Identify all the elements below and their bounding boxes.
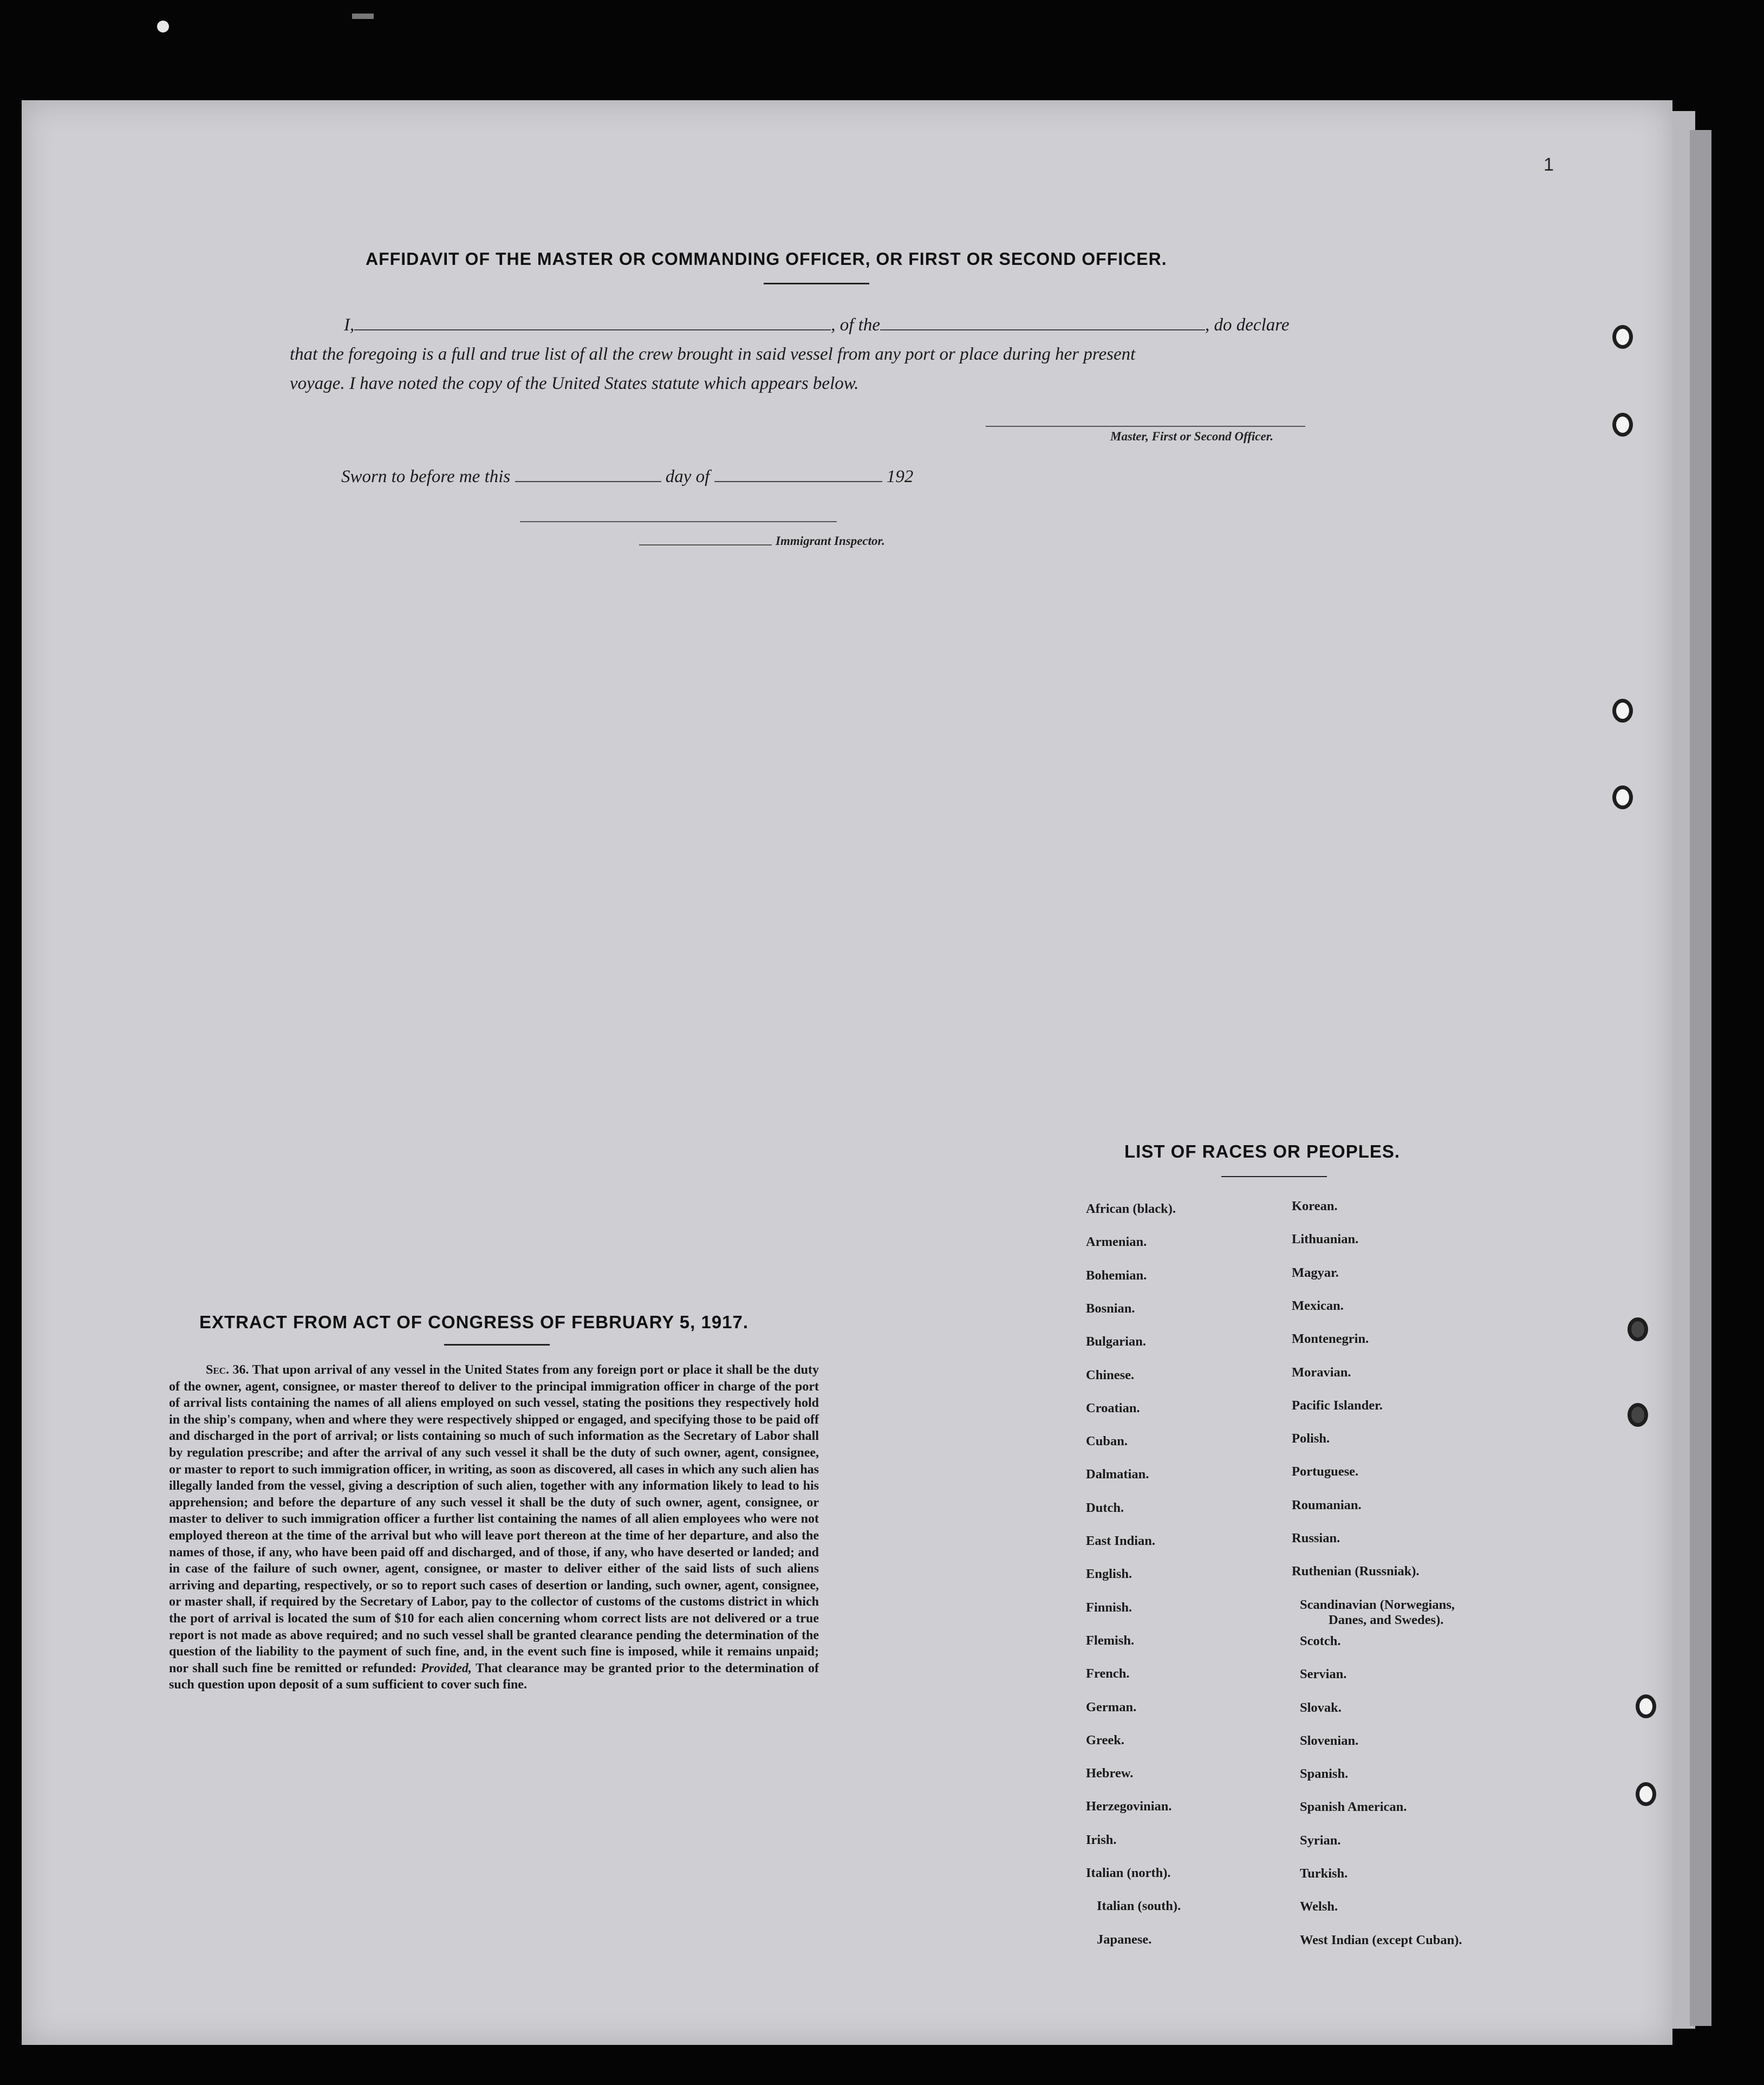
race-item: Magyar. [1292, 1265, 1339, 1280]
name-field[interactable] [354, 329, 831, 330]
scan-speck-mark [352, 14, 374, 19]
races-left-column [1083, 1201, 1300, 1960]
race-item: French. [1086, 1666, 1130, 1681]
races-right-column [1292, 1199, 1595, 1957]
binder-hole [1612, 325, 1633, 349]
races-heading: LIST OF RACES OR PEOPLES. [1124, 1141, 1401, 1161]
race-item: West Indian (except Cuban). [1300, 1932, 1462, 1947]
race-item: Moravian. [1292, 1365, 1351, 1380]
i-prefix: I, [344, 315, 355, 335]
race-item: Dalmatian. [1086, 1467, 1149, 1482]
inspector-caption: Immigrant Inspector. [776, 534, 885, 548]
sworn-line [341, 467, 913, 487]
binder-hole [1612, 413, 1633, 437]
race-item: Bohemian. [1086, 1268, 1147, 1283]
do-declare-text: , do declare [1205, 315, 1290, 335]
race-item: Spanish American. [1300, 1800, 1407, 1815]
race-item: Italian (south). [1097, 1899, 1181, 1914]
race-item: Pacific Islander. [1292, 1398, 1383, 1413]
race-item: Bosnian. [1086, 1301, 1135, 1316]
binder-hole [1612, 785, 1633, 809]
race-item: Montenegrin. [1292, 1331, 1369, 1347]
extract-body: That upon arrival of any vessel in the United States from any foreign port or place it shall be the duty of the owner, agent, consignee, or master thereof to deliver to the principal immigration officer in charge of the port of arrival lists containing the names of all aliens employed on such vessel, stating the positions they respectively hold in the ship's company, when and where they were respectively shipped or engaged, and specifying those to be paid off and discharged in the port of arrival; or lists containing so much of such information as the Secretary of Labor shall by regulation prescribe; and after the arrival of any such vessel it shall be the duty of such owner, agent, consignee, or master to report to such immigration officer, in writing, as soon as discovered, all cases in which any such alien has illegally landed from the vessel, giving a description of such alien, together with any information likely to lead to his apprehension; and before the departure of any such vessel it shall be the duty of such owner, agent, consignee, or master to deliver to such immigration officer a further list containing the names of all alien employees who were not employed thereon at the time of the arrival but who will leave port thereon at the time of her departure, and also the names of those, if any, who have been paid off and discharged, and of those, if any, who have deserted or landed; and in case of the failure of such owner, agent, consignee, or master to deliver either of the said lists of such aliens arriving and departing, respectively, or so to report such cases of desertion or landing, such owner, agent, consignee, or master shall, if required by the Secretary of Labor, pay to the collector of customs of the customs district in which the port of arrival is located the sum of $10 for each alien concerning whom correct lists are not delivered or a true report is not made as above required; and no such vessel shall be granted clearance pending the determination of the question of the liability to the payment of such fine, and, in the event such fine is imposed, while it remains unpaid; nor shall such fine be remitted or refunded: [169, 1363, 819, 1675]
race-item: Portuguese. [1292, 1464, 1359, 1479]
race-item: Lithuanian. [1292, 1232, 1359, 1247]
race-item: Syrian. [1300, 1833, 1341, 1848]
race-item: Cuban. [1086, 1434, 1128, 1449]
scan-speck-dot [157, 21, 169, 33]
race-item: East Indian. [1086, 1534, 1156, 1548]
vessel-field[interactable] [880, 329, 1205, 330]
of-the-text: , of the [831, 315, 880, 335]
section-label: Sec. 36. [206, 1363, 249, 1377]
race-item-continuation: Danes, and Swedes). [1329, 1612, 1444, 1627]
day-of-text: day of [665, 467, 710, 486]
extract-heading: EXTRACT FROM ACT OF CONGRESS OF FEBRUARY 5, 1917. [199, 1312, 749, 1332]
race-item: Dutch. [1086, 1500, 1124, 1515]
race-item: Mexican. [1292, 1298, 1344, 1313]
race-item: African (black). [1086, 1201, 1176, 1216]
declaration-line-2: that the foregoing is a full and true list of all the crew brought in said vessel from any port or place during her present [290, 345, 1136, 364]
page-number: 1 [1544, 154, 1554, 175]
race-item: Servian. [1300, 1667, 1347, 1682]
signature-line[interactable] [986, 426, 1305, 427]
race-item: Hebrew. [1086, 1766, 1134, 1781]
race-item: Chinese. [1086, 1367, 1135, 1382]
race-item: Scotch. [1300, 1633, 1341, 1648]
race-item: German. [1086, 1699, 1137, 1714]
race-item: Slovenian. [1300, 1733, 1359, 1748]
binder-hole [1636, 1782, 1656, 1806]
binder-hole [1628, 1403, 1648, 1427]
race-item: Finnish. [1086, 1600, 1132, 1615]
month-field[interactable] [714, 481, 882, 482]
signature-caption: Master, First or Second Officer. [1110, 430, 1274, 443]
binder-hole [1612, 699, 1633, 723]
race-item: Irish. [1086, 1832, 1117, 1847]
bleed-through-text [282, 200, 289, 230]
race-item: Slovak. [1300, 1700, 1342, 1715]
declaration-line-3: voyage. I have noted the copy of the United States statute which appears below. [290, 374, 859, 393]
race-item: Greek. [1086, 1732, 1124, 1748]
inspector-signature-line[interactable] [520, 521, 837, 522]
race-item: Ruthenian (Russniak). [1292, 1564, 1420, 1579]
race-item: Croatian. [1086, 1400, 1140, 1415]
race-item: Herzegovinian. [1086, 1799, 1172, 1814]
race-item: Polish. [1292, 1431, 1330, 1446]
race-item: Welsh. [1300, 1899, 1338, 1914]
race-item: English. [1086, 1567, 1132, 1582]
race-item: Italian (north). [1086, 1866, 1171, 1880]
race-item: Scandinavian (Norwegians, [1300, 1597, 1455, 1612]
race-item: Armenian. [1086, 1235, 1147, 1250]
race-item: Roumanian. [1292, 1497, 1362, 1512]
extract-paragraph [169, 1362, 819, 1693]
provided-word: Provided, [420, 1661, 472, 1675]
race-item: Japanese. [1097, 1932, 1152, 1947]
extract-heading-rule [444, 1344, 550, 1346]
binder-hole [1628, 1317, 1648, 1341]
race-item: Korean. [1292, 1199, 1338, 1213]
inspector-caption-rule [639, 544, 772, 545]
underlying-page-edge [1690, 130, 1711, 2026]
day-field[interactable] [515, 481, 661, 482]
extract-body-end: That clearance may be granted prior to the determination of such question upon deposit of a sum sufficient to cover such fine. [169, 1661, 819, 1692]
binder-hole [1636, 1694, 1656, 1718]
race-item: Turkish. [1300, 1866, 1348, 1881]
race-item: Flemish. [1086, 1633, 1135, 1648]
race-item: Spanish. [1300, 1766, 1349, 1782]
race-item: Bulgarian. [1086, 1334, 1146, 1349]
declaration-line-1 [344, 315, 1289, 335]
sworn-prefix: Sworn to before me this [341, 467, 511, 486]
affidavit-heading: AFFIDAVIT OF THE MASTER OR COMMANDING OFFICER, OR FIRST OR SECOND OFFICER. [366, 249, 1167, 269]
heading-rule [764, 283, 869, 284]
year-prefix: 192 [886, 467, 914, 486]
races-heading-rule [1221, 1176, 1327, 1177]
race-item: Russian. [1292, 1531, 1340, 1545]
